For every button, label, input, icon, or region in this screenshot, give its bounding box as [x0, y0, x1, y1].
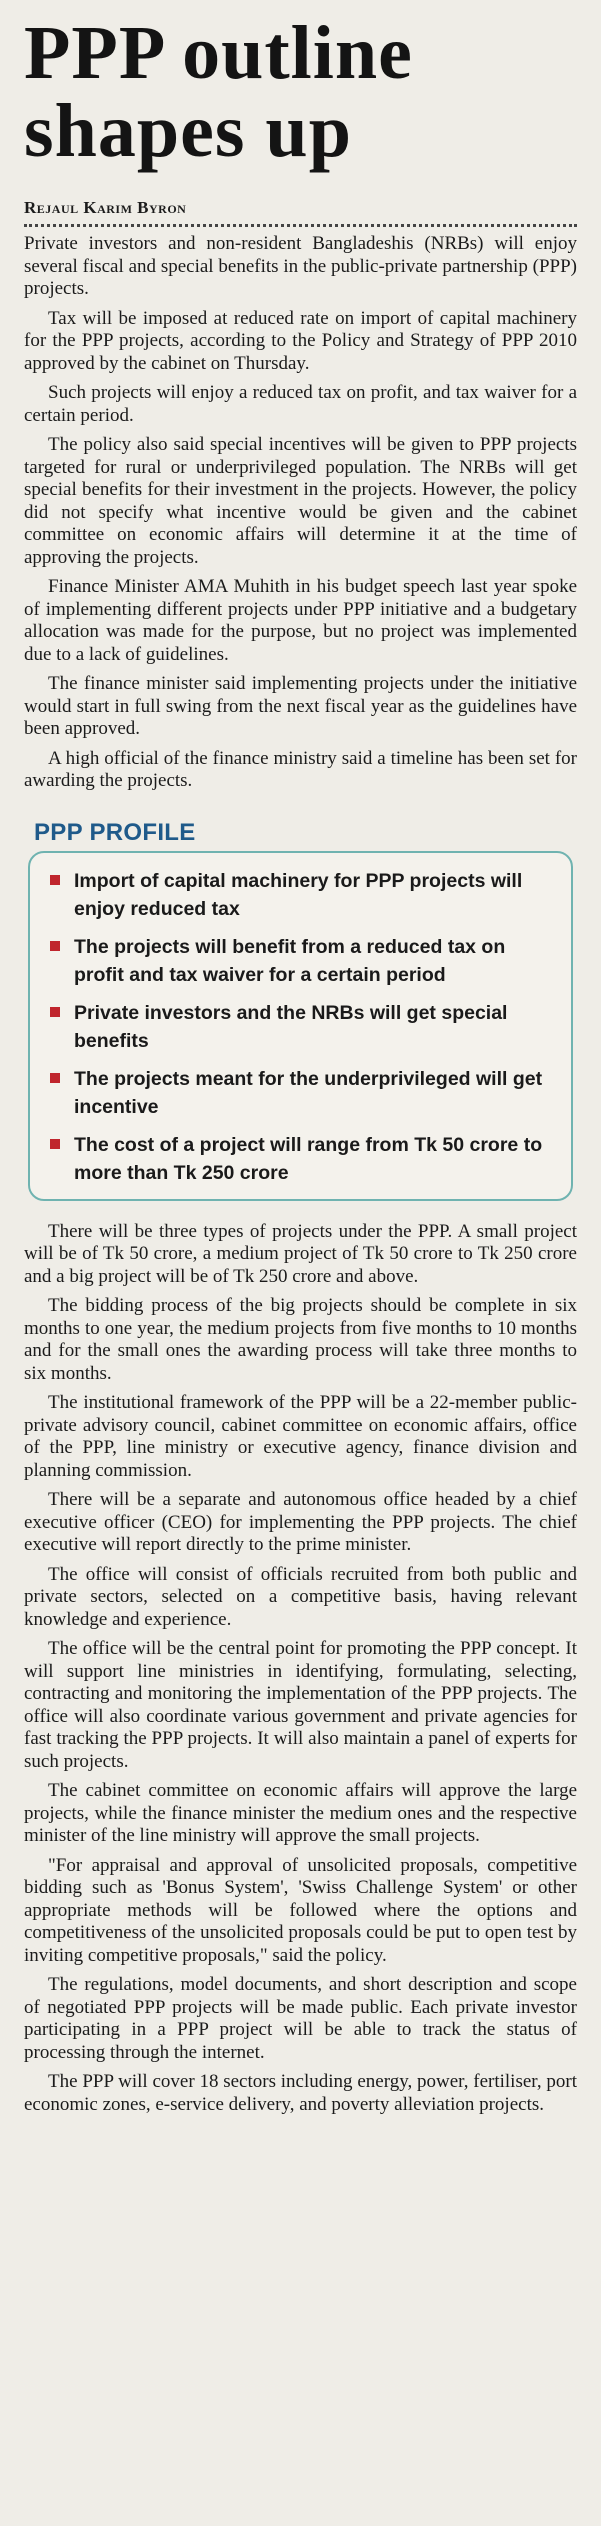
profile-item-text: The projects will benefit from a reduced tax on profit and tax waiver for a certain period — [74, 935, 506, 986]
profile-item — [44, 867, 557, 923]
paragraph: The institutional framework of the PPP will be a 22-member public-private advisory council, cabinet committee on economic affairs, office of the PPP, line ministry or executive agency, finance division and planning commission. — [24, 1392, 577, 1481]
paragraph: The office will be the central point for promoting the PPP concept. It will support line ministries in identifying, formulating, selecting, contracting and monitoring the implementation of the PPP projects. The office will also coordinate various government and private agencies for fast tracking the PPP projects. It will also maintain a panel of experts for such projects. — [24, 1638, 577, 1772]
profile-title: PPP PROFILE — [34, 818, 196, 846]
paragraph: There will be a separate and autonomous office headed by a chief executive officer (CEO) for implementing the PPP projects. The chief executive will report directly to the prime minister. — [24, 1489, 577, 1555]
main-section — [24, 1221, 577, 2117]
paragraph: There will be three types of projects under the PPP. A small project will be of Tk 50 crore, a medium project of Tk 50 crore to Tk 250 crore and a big project will be of Tk 250 crore and above. — [24, 1220, 577, 1287]
paragraph: Tax will be imposed at reduced rate on import of capital machinery for the PPP projects, according to the Policy and Strategy of PPP 2010 approved by the cabinet on Thursday. — [24, 307, 577, 374]
headline-line-2: shapes up — [24, 89, 352, 173]
paragraph: A high official of the finance ministry said a timeline has been set for awarding the projects. — [24, 747, 577, 791]
square-bullet-icon — [50, 1139, 60, 1149]
paragraph: Finance Minister AMA Muhith in his budget speech last year spoke of implementing different projects under PPP initiative and a budgetary allocation was made for the purpose, but no project was implemented due to a lack of guidelines. — [24, 576, 577, 665]
byline-divider — [24, 224, 577, 227]
profile-item — [44, 1131, 557, 1187]
paragraph: The bidding process of the big projects should be complete in six months to one year, the medium projects from five months to 10 months and for the small ones the awarding process will take three months to six months. — [24, 1295, 577, 1384]
paragraph: Private investors and non-resident Bangladeshis (NRBs) will enjoy several fiscal and special benefits in the public-private partnership (PPP) projects. — [24, 233, 577, 299]
profile-item — [44, 999, 557, 1055]
square-bullet-icon — [50, 941, 60, 951]
square-bullet-icon — [50, 1073, 60, 1083]
profile-item — [44, 933, 557, 989]
paragraph: The finance minister said implementing projects under the initiative would start in full swing from the next fiscal year as the guidelines have been approved. — [24, 673, 577, 739]
profile-item-text: Import of capital machinery for PPP projects will enjoy reduced tax — [74, 869, 523, 920]
paragraph: The policy also said special incentives will be given to PPP projects targeted for rural or underprivileged population. The NRBs will get special benefits for their investment in the projects. However, the policy did not specify what incentive would be given and the cabinet committee on economic affairs will determine it at the time of approving the projects. — [24, 434, 577, 568]
square-bullet-icon — [50, 875, 60, 885]
paragraph: The office will consist of officials recruited from both public and private sectors, selected on a competitive basis, having relevant knowledge and experience. — [24, 1563, 577, 1630]
profile-item-text: The cost of a project will range from Tk 50 crore to more than Tk 250 crore — [74, 1133, 543, 1184]
profile-item — [44, 1065, 557, 1121]
intro-section — [24, 233, 577, 793]
paragraph: The cabinet committee on economic affairs will approve the large projects, while the finance minister the medium ones and the respective minister of the line ministry will approve the small projects. — [24, 1780, 577, 1846]
profile-box — [28, 851, 573, 1201]
profile-item-text: The projects meant for the underprivileged will get incentive — [74, 1067, 543, 1118]
paragraph: The regulations, model documents, and short description and scope of negotiated PPP projects will be made public. Each private investor participating in a PPP project will be able to track the status of processing through the internet. — [24, 1974, 577, 2063]
byline: Rejaul Karim Byron — [24, 198, 187, 217]
profile-item-text: Private investors and the NRBs will get special benefits — [74, 1001, 508, 1052]
square-bullet-icon — [50, 1007, 60, 1017]
paragraph: "For appraisal and approval of unsolicited proposals, competitive bidding such as 'Bonus System', 'Swiss Challenge System' or other appropriate methods will be followed where the options and competitiveness of the unsolicited proposals could be put to open test by inviting competitive proposals," said the policy. — [24, 1854, 577, 1966]
paragraph: The PPP will cover 18 sectors including energy, power, fertiliser, port economic zones, e-service delivery, and poverty alleviation projects. — [24, 2071, 577, 2115]
paragraph: Such projects will enjoy a reduced tax on profit, and tax waiver for a certain period. — [24, 382, 577, 426]
headline — [24, 11, 577, 173]
headline-line-1: PPP outline — [24, 11, 413, 95]
